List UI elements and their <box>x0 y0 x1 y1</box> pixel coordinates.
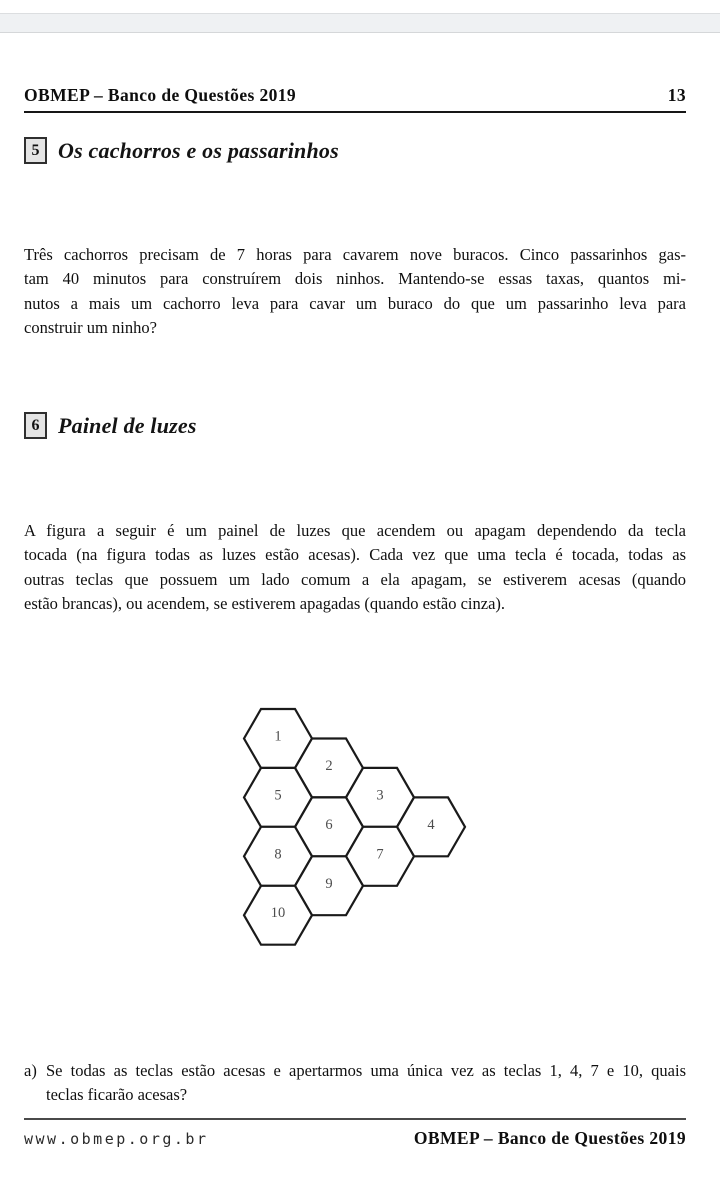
header-title: OBMEP – Banco de Questões 2019 <box>24 85 297 105</box>
hex-key-label-5: 5 <box>274 787 282 804</box>
question-a-text <box>46 1059 686 1108</box>
problem-5-text <box>24 243 686 341</box>
hex-key-label-2: 2 <box>325 757 333 774</box>
hex-key-label-1: 1 <box>274 728 282 745</box>
text-line: tocada (na figura todas as luzes estão acesas). Cada vez que uma tecla é tocada, todas as <box>24 545 686 565</box>
question-a-marker: a) <box>24 1061 37 1080</box>
lights-panel-figure <box>0 695 720 955</box>
text-line: nutos a mais um cachorro leva para cavar um buraco do que um passarinho leva para <box>24 293 686 313</box>
hex-key-label-7: 7 <box>376 846 384 863</box>
section-6-number-box: 6 <box>24 412 47 439</box>
text-line: estão brancas), ou acendem, se estiverem apagadas (quando estão cinza). <box>24 594 506 614</box>
footer-title: OBMEP – Banco de Questões 2019 <box>413 1128 686 1148</box>
hex-key-label-9: 9 <box>325 875 333 892</box>
text-line: A figura a seguir é um painel de luzes que acendem ou apagam dependendo da tecla <box>24 521 686 540</box>
hex-key-label-8: 8 <box>274 846 282 863</box>
text-line: construir um ninho? <box>24 318 157 338</box>
footer-rule <box>24 1118 686 1120</box>
footer-url-link[interactable]: www.obmep.org.br <box>24 1130 209 1148</box>
header-rule <box>24 111 686 113</box>
hex-key-label-6: 6 <box>325 816 333 833</box>
hex-key-label-4: 4 <box>427 816 435 833</box>
problem-6-text <box>24 519 686 617</box>
text-line: tam 40 minutos para construírem dois ninhos. Mantendo-se essas taxas, quantos mi- <box>24 269 686 289</box>
section-6-title: Painel de luzes <box>58 412 197 438</box>
hex-key-label-10: 10 <box>270 905 286 922</box>
header-page-number: 13 <box>667 85 686 105</box>
section-5-heading <box>24 137 339 164</box>
section-6-heading <box>24 412 197 439</box>
question-a <box>24 1059 686 1108</box>
viewer-toolbar-band <box>0 13 720 33</box>
text-line: outras teclas que possuem um lado comum a ela apagam, se estiverem acesas (quando <box>24 569 686 589</box>
section-5-number-box: 5 <box>24 137 47 164</box>
page-header <box>24 85 686 106</box>
hex-key-label-3: 3 <box>376 787 384 804</box>
section-5-title: Os cachorros e os passarinhos <box>58 137 339 163</box>
text-line: teclas ficarão acesas? <box>46 1085 188 1105</box>
page-footer <box>24 1128 686 1149</box>
text-line: Três cachorros precisam de 7 horas para cavarem nove buracos. Cinco passarinhos gas- <box>24 245 686 264</box>
text-line: Se todas as teclas estão acesas e apertarmos uma única vez as teclas 1, 4, 7 e 10, quais <box>46 1061 686 1080</box>
